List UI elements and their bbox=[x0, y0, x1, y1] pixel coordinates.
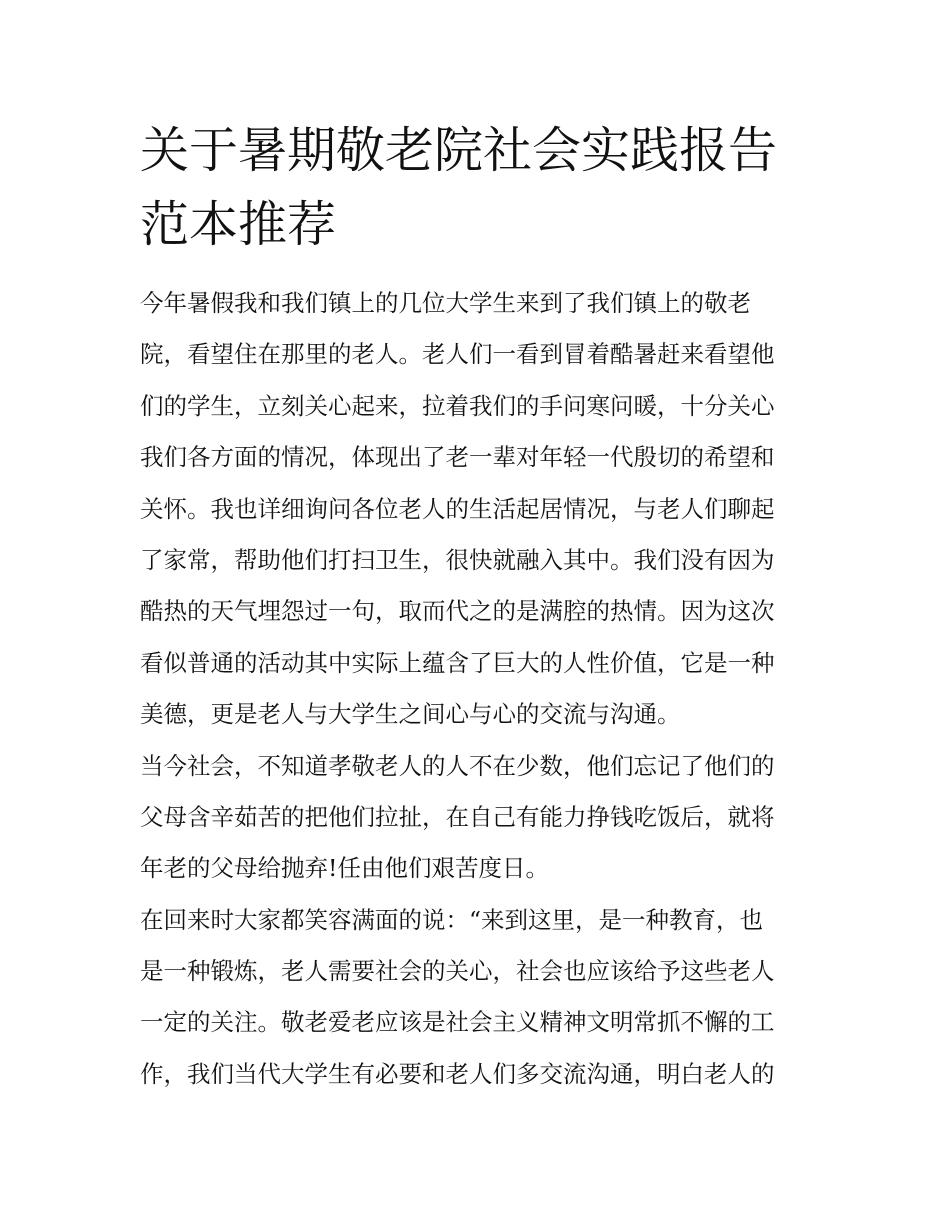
title-line: 范本推荐 bbox=[140, 196, 337, 253]
body-line: 院，看望住在那里的老人。老人们一看到冒着酷暑赶来看望他 bbox=[140, 340, 775, 369]
body-line: 我们各方面的情况，体现出了老一辈对年轻一代殷切的希望和 bbox=[140, 443, 775, 472]
title-line: 关于暑期敬老院社会实践报告 bbox=[140, 122, 778, 179]
body-line: 看似普通的活动其中实际上蕴含了巨大的人性价值，它是一种 bbox=[140, 648, 775, 677]
body-line: 了家常，帮助他们打扫卫生，很快就融入其中。我们没有因为 bbox=[140, 545, 775, 574]
body-line: 关怀。我也详细询问各位老人的生活起居情况，与老人们聊起 bbox=[140, 494, 775, 523]
body-line: 们的学生，立刻关心起来，拉着我们的手问寒问暖，十分关心 bbox=[140, 391, 775, 420]
body-line: 作，我们当代大学生有必要和老人们多交流沟通，明白老人的 bbox=[140, 1059, 775, 1088]
body-line: 父母含辛茹苦的把他们拉扯，在自己有能力挣钱吃饭后，就将 bbox=[140, 802, 775, 831]
body-line: 酷热的天气埋怨过一句，取而代之的是满腔的热情。因为这次 bbox=[140, 597, 775, 626]
body-line: 今年暑假我和我们镇上的几位大学生来到了我们镇上的敬老 bbox=[140, 289, 751, 317]
document-body bbox=[140, 278, 820, 1100]
document-title bbox=[140, 114, 820, 262]
body-line: 年老的父母给抛弃!任由他们艰苦度日。 bbox=[140, 854, 549, 883]
body-line: 在回来时大家都笑容满面的说：“来到这里，是一种教育，也 bbox=[140, 905, 764, 934]
body-line: 一定的关注。敬老爱老应该是社会主义精神文明常抓不懈的工 bbox=[140, 1008, 775, 1037]
body-line: 当今社会，不知道孝敬老人的人不在少数，他们忘记了他们的 bbox=[140, 751, 775, 780]
body-line: 是一种锻炼，老人需要社会的关心，社会也应该给予这些老人 bbox=[140, 957, 775, 986]
body-line: 美德，更是老人与大学生之间心与心的交流与沟通。 bbox=[140, 700, 681, 729]
